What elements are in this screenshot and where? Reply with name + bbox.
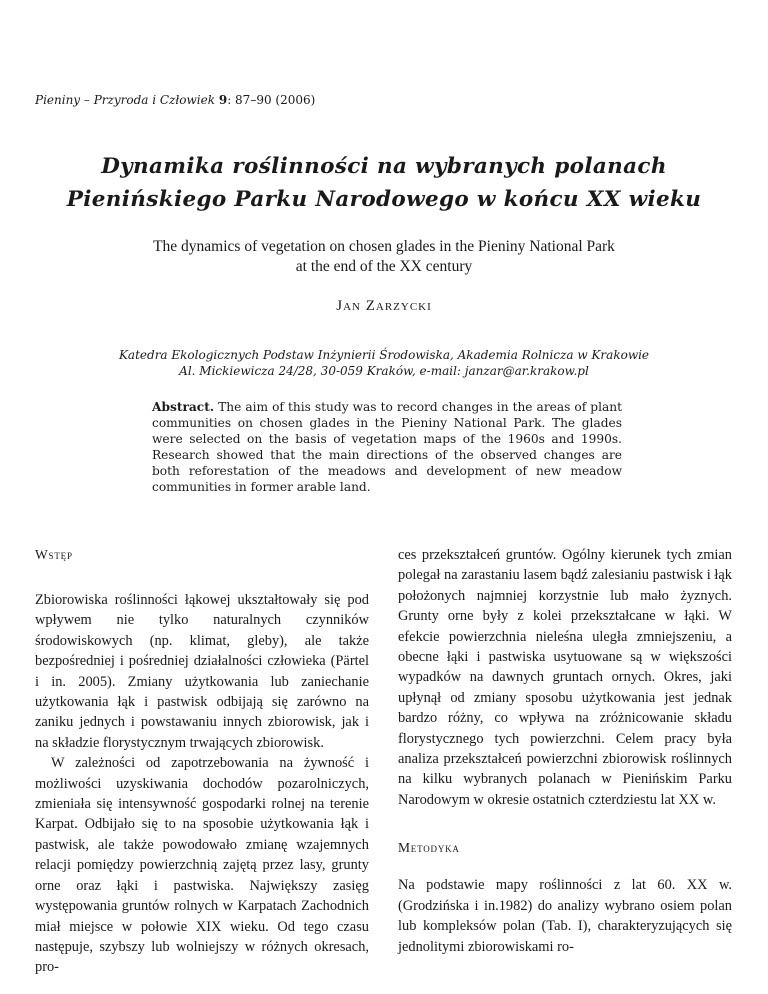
english-title (0, 237, 768, 277)
subtitle-line-2: at the end of the XX century (295, 258, 473, 275)
right-column (398, 545, 732, 957)
journal-name: Pieniny – Przyroda i Człowiek (35, 93, 215, 107)
section-heading-intro: Wstęp (35, 547, 73, 562)
section-heading-methods: Metodyka (398, 840, 460, 856)
author-name: Jan Zarzycki (336, 298, 432, 314)
intro-paragraph-2: W zależności od zapotrzebowania na żywność i możliwości uzyskiwania dochodów pozarolniczych, zmieniała się intensywność gospodarki rolnej na terenie Karpat. Odbijało się to na sposobie użytkowania łąk i pastwisk, ale także powodowało zmianę wzajemnych relacji pomiędzy powierzchnią zajętą przez lasy, grunty orne oraz łąki i pastwiska. Największy zasięg występowania gruntów rolnych w Karpatach Zachodnich miał miejsce w połowie XIX wieku. Od tego czasu następuje, szybszy lub wolniejszy w różnych okresach, pro- (35, 755, 369, 976)
intro-paragraph-3: ces przekształceń gruntów. Ogólny kierunek tych zmian polegał na zarastaniu lasem bądź zalesianiu pastwisk i łąk położonych najmniej korzystnie lub mało żyznych. Grunty orne były z kolei przekształcane w łąki. W efekcie powierzchnia nieleśna uległa zmniejszeniu, a obecne łąki i pastwiska usytuowane są w większości wypadków na dawnych gruntach ornych. Okres, jaki upłynął od zmiany sposobu użytkowania jest jednak bardzo różny, co wpływa na zróżnicowanie składu florystycznego tych powierzchni. Celem pracy była analiza przekształceń powierzchni zbiorowisk roślinnych na kilku wybranych polanach w Pienińskim Parku Narodowym w okresie ostatnich czterdziestu lat XX w. (398, 547, 732, 808)
journal-citation (35, 93, 315, 107)
methods-paragraph-1: Na podstawie mapy roślinności z lat 60. XX w. (Grodzińska i in.1982) do analizy wybrano osiem polan lub kompleksów polan (Tab. I), charakteryzujących się jednolitymi zbiorowiskami ro- (398, 877, 732, 955)
author-affiliation (0, 347, 768, 379)
affiliation-line-2: Al. Mickiewicza 24/28, 30-059 Kraków, e-mail: janzar@ar.krakow.pl (179, 364, 589, 378)
left-column (35, 545, 369, 978)
title-line-1: Dynamika roślinności na wybranych polanach (101, 154, 667, 179)
affiliation-line-1: Katedra Ekologicznych Podstaw Inżynierii Środowiska, Akademia Rolnicza w Krakowie (118, 348, 650, 362)
subtitle-line-1: The dynamics of vegetation on chosen glades in the Pieniny National Park (153, 238, 615, 255)
journal-pages: : 87–90 (2006) (227, 93, 316, 107)
title-line-2: Pienińskiego Parku Narodowego w końcu XX wieku (66, 187, 702, 212)
journal-volume: 9 (218, 93, 228, 107)
intro-paragraph-1: Zbiorowiska roślinności łąkowej ukształtowały się pod wpływem nie tylko naturalnych czynników środowiskowych (np. klimat, gleby), ale także bezpośredniej i pośredniej działalności człowieka (Pärtel i in. 2005). Zmiany użytkowania lub zaniechanie użytkowania łąk i pastwisk odbijają się zarówno na zaniku jednych i powstawaniu innych zbiorowisk, jak i na składzie florystycznym trwających zbiorowisk. (35, 592, 369, 751)
article-title (0, 150, 768, 216)
abstract-text: The aim of this study was to record changes in the areas of plant communities on chosen glades in the Pieniny National Park. The glades were selected on the basis of vegetation maps of the 1960s and 1990s. Research showed that the main directions of the observed changes are both reforestation of the meadows and development of new meadow communities in former arable land. (152, 400, 622, 494)
abstract-label: Abstract. (152, 400, 215, 414)
abstract (152, 399, 622, 495)
